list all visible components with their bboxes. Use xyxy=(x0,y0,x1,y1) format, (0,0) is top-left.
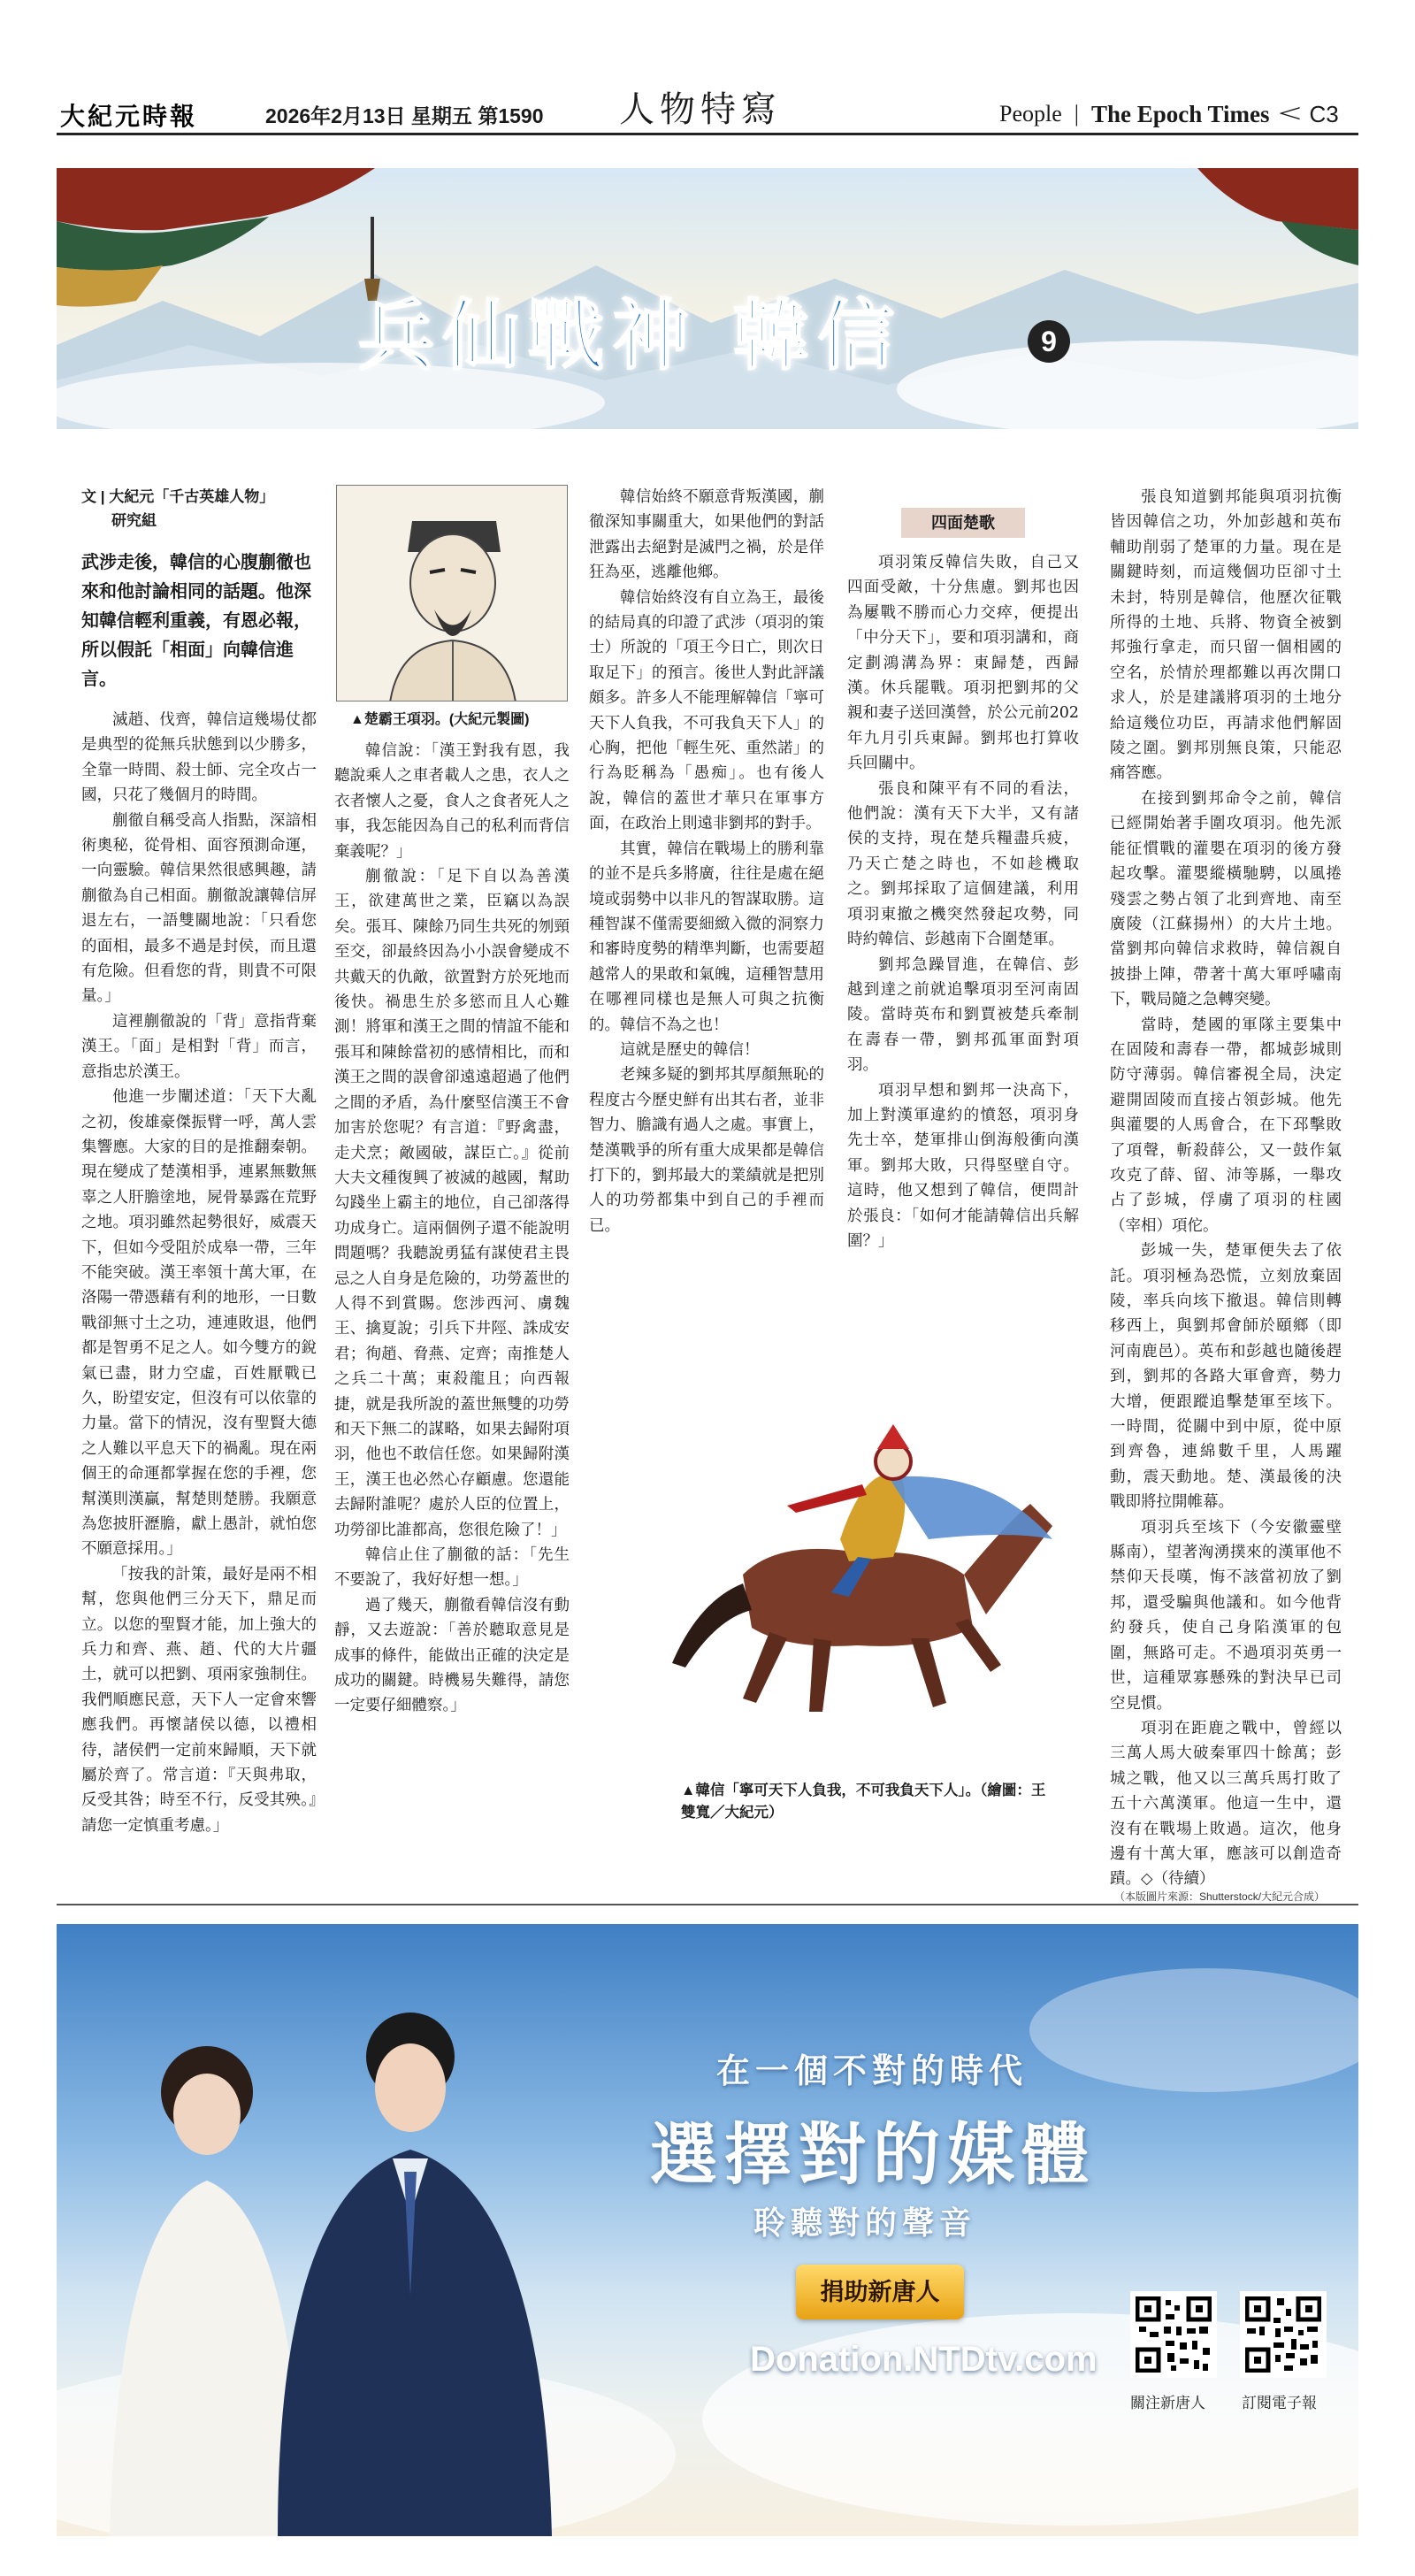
image-credit: （本版圖片來源：Shutterstock/大紀元合成） xyxy=(1114,1890,1326,1903)
qr-label-subscribe: 訂閱電子報 xyxy=(1242,2395,1317,2411)
figure-caption: ▲楚霸王項羽。(大紀元製圖) xyxy=(350,712,530,727)
paragraph: 這就是歷史的韓信！ xyxy=(620,1040,760,1059)
column-4 xyxy=(847,485,1079,1254)
paper-name: The Epoch Times xyxy=(1090,100,1270,127)
byline xyxy=(81,485,290,533)
header-separator: | xyxy=(1074,101,1079,126)
donation-url[interactable]: Donation.NTDtv.com xyxy=(750,2340,1098,2379)
paragraph: 劉邦急躁冒進，在韓信、彭越到達之前就追擊項羽至河南固陵。當時英布和劉賈被楚兵牽制在壽春一帶，劉邦孤軍面對項羽。 xyxy=(847,955,1079,1075)
section-english: People xyxy=(999,101,1062,126)
paragraph: 彭城一失，楚軍便失去了依託。項羽極為恐慌，立刻放棄固陵，率兵向垓下撤退。韓信則轉移西上，與劉邦會師於頤鄉（即河南鹿邑）。英布和彭越也隨後趕到，劉邦的各路大軍會齊，勢力大增，便跟蹤追擊楚軍至垓下。一時間，從關中到中原，從中原到齊魯，連綿數千里，人馬躍動，震天動地。楚、漢最後的決戰即將拉開帷幕。 xyxy=(1110,1242,1342,1512)
column-2 xyxy=(334,739,570,1719)
ad-tagline-2: 聆聽對的聲音 xyxy=(753,2204,977,2242)
donate-button[interactable]: 捐助新唐人 xyxy=(796,2265,964,2319)
paragraph: 韓信說：「漢王對我有恩，我聽說乘人之車者載人之患，衣人之衣者懷人之憂，食人之食者死人之事，我怎能因為自己的私利而背信棄義呢？」 xyxy=(334,742,570,861)
paragraph: 老辣多疑的劉邦其厚顏無恥的程度古今歷史鮮有出其右者，並非智力、膽識有過人之處。事實上，楚漢戰爭的所有重大成果都是韓信打下的，劉邦最大的業績就是把別人的功勞都集中到自己的手裡而已。 xyxy=(589,1066,824,1235)
masthead: 大紀元時報 xyxy=(60,102,198,131)
ad-tagline-1: 在一個不對的時代 xyxy=(716,2051,1029,2090)
subheading: 四面楚歌 xyxy=(901,508,1025,538)
section-title: 人物特寫 xyxy=(619,89,782,130)
paragraph: 他進一步闡述道：「天下大亂之初，俊雄豪傑振臂一呼，萬人雲集響應。大家的目的是推翻秦朝。現在變成了楚漢相爭，連累無數無辜之人肝膽塗地，屍骨暴露在荒野之地。項羽雖然起勢很好，威震天下，但如今受阻於成皋一帶，三年不能突破。漢王率領十萬大軍，在洛陽一帶憑藉有利的地形，一日數戰卻無寸土之功，連連敗退，他們都是智勇不足之人。如今雙方的銳氣已盡，財力空虛，百姓厭戰已久，盼望安定，但沒有可以依靠的力量。當下的情況，沒有聖賢大德之人難以平息天下的禍亂。現在兩個王的命運都掌握在您的手裡，您幫漢則漢贏，幫楚則楚勝。我願意為您披肝瀝膽，獻上愚計，就怕您不願意採用。」 xyxy=(81,1088,317,1559)
paragraph: 蒯徹自稱受高人指點，深諳相術奧秘，從骨相、面容預測命運，一向靈驗。韓信果然很感興趣，請蒯徹為自己相面。蒯徹說讓韓信屏退左右，一語雙關地說：「只看您的面相，最多不過是封侯，而且還有危險。但看您的背，則貴不可限量。」 xyxy=(81,811,317,1006)
paragraph: 韓信始終不願意背叛漢國，蒯徹深知事關重大，如果他們的對話泄露出去絕對是滅門之禍，於是佯狂為巫，逃離他鄉。 xyxy=(589,488,824,582)
chevron-left-icon: < xyxy=(1277,99,1302,128)
ntd-donation-ad[interactable] xyxy=(57,1924,1358,2536)
paragraph: 韓信止住了蒯徹的話：「先生不要說了，我好好想一想。」 xyxy=(334,1546,570,1590)
header-right xyxy=(999,99,1339,129)
column-1 xyxy=(81,708,317,1838)
ad-separator xyxy=(57,1904,1358,1905)
paragraph: 項羽兵至垓下（今安徽靈壁縣南），望著洶湧撲來的漢軍他不禁仰天長嘆，悔不該當初放了劉邦，還受騙與他議和。如今他背約發兵，使自己身陷漢軍的包圍，無路可走。不過項羽英勇一世，這種眾寡懸殊的對決早已司空見慣。 xyxy=(1110,1518,1342,1713)
paragraph: 韓信始終沒有自立為王，最後的結局真的印證了武涉（項羽的策士）所說的「項王今日亡，則次日取足下」的預言。後世人對此評議頗多。許多人不能理解韓信「寧可天下人負我，不可我負天下人」的心胸，把他「輕生死、重然諾」的行為貶稱為「愚痴」。也有後人說，韓信的蓋世才華只在軍事方面，在政治上則遠非劉邦的對手。 xyxy=(589,588,824,833)
paragraph: 「按我的計策，最好是兩不相幫，您與他們三分天下，鼎足而立。以您的聖賢才能，加上強大的兵力和齊、燕、趙、代的大片疆土，就可以把劉、項兩家強制住。我們順應民意，天下人一定會來響應我們。再懷諸侯以德，以禮相待，諸侯們一定前來歸順，天下就屬於齊了。常言道：『天與弗取，反受其咎；時至不行，反受其殃。』請您一定慎重考慮。」 xyxy=(81,1565,317,1835)
paragraph: 這裡蒯徹說的「背」意指背棄漢王。「面」是相對「背」而言，意指忠於漢王。 xyxy=(81,1012,317,1081)
article-title: 兵仙戰神 韓信 xyxy=(358,291,903,380)
paragraph: 項羽在距鹿之戰中，曾經以三萬人馬大破秦軍四十餘萬；彭城之戰，他又以三萬兵馬打敗了五十六萬漢軍。他這一生中，還沒有在戰場上敗過。這次，他身邊有十萬大軍，應該可以創造奇蹟。◇（待續） xyxy=(1110,1719,1342,1889)
paragraph: 其實，韓信在戰場上的勝利靠的並不是兵多將廣，往往是處在絕境或弱勢中以非凡的智謀取勝。這種智謀不僅需要細緻入微的洞察力和審時度勢的精準判斷，也需要超越常人的果敢和氣魄，這種智慧用在哪裡同樣也是無人可與之抗衡的。韓信不為之也！ xyxy=(589,840,824,1034)
qr-label-follow: 關注新唐人 xyxy=(1130,2395,1205,2411)
qr-code-icon xyxy=(1245,2296,1321,2373)
paragraph: 張良和陳平有不同的看法，他們說：漢有天下大半，又有諸侯的支持，現在楚兵糧盡兵疲，乃天亡楚之時也，不如趁機取之。劉邦採取了這個建議，利用項羽東撤之機突然發起攻勢，同時約韓信、彭越南下合圍楚軍。 xyxy=(847,779,1079,949)
paragraph: 當時，楚國的軍隊主要集中在固陵和壽春一帶，都城彭城則防守薄弱。韓信審視全局，決定避開固陵而直接占領彭城。他先與灌嬰的人馬會合，在下邳擊敗了項聲，斬殺薛公，又一鼓作氣攻克了薛、留、沛等縣，一舉攻占了彭城，俘虜了項羽的柱國（宰相）項佗。 xyxy=(1110,1016,1342,1235)
paragraph: 過了幾天，蒯徹看韓信沒有動靜，又去遊說：「善於聽取意見是成事的條件，能做出正確的決定是成功的關鍵。時機易失難得，請您一定要仔細體察。」 xyxy=(334,1596,570,1715)
paragraph: 在接到劉邦命令之前，韓信已經開始著手圍攻項羽。他先派能征慣戰的灌嬰在項羽的後方發起攻擊。灌嬰縱橫馳騁，以風捲殘雲之勢占領了北到齊地、南至廣陵（江蘇揚州）的大片土地。當劉邦向韓信求救時，韓信親自披掛上陣，帶著十萬大軍呼嘯南下，戰局隨之急轉突變。 xyxy=(1110,789,1342,1009)
xiang-yu-portrait xyxy=(336,485,568,702)
paragraph: 滅趙、伐齊，韓信這幾場仗都是典型的從無兵狀態到以少勝多，全靠一時間、殺士師、完全攻占一國，只花了幾個月的時間。 xyxy=(81,711,317,805)
ad-headline: 選擇對的媒體 xyxy=(650,2115,1096,2194)
han-xin-horse-illustration xyxy=(637,1407,1079,1774)
episode-number: 9 xyxy=(1028,320,1070,363)
qr-code-icon xyxy=(1136,2296,1212,2373)
figure-caption: ▲韓信「寧可天下人負我，不可我負天下人」。（繪圖：王雙寬／大紀元） xyxy=(681,1782,1046,1821)
paragraph: 張良知道劉邦能與項羽抗衡皆因韓信之功，外加彭越和英布輔助削弱了楚軍的力量。現在是關鍵時刻，而這幾個功臣卻寸土未封，特別是韓信，他歷次征戰所得的土地、兵將、物資全被劉邦強行拿走，而只留一個相國的空名，於情於理都難以再次開口求人，於是建議將項羽的土地分給這幾位功臣，再請求他們解固陵之圍。劉邦別無良策，只能忍痛答應。 xyxy=(1110,488,1342,783)
byline-line: 文 | 大紀元「千古英雄人物」 xyxy=(81,488,275,505)
dateline: 2026年2月13日 星期五 第1590 xyxy=(265,104,544,127)
paragraph: 項羽早想和劉邦一決高下，加上對漢軍違約的憤怒，項羽身先士卒，楚軍排山倒海般衝向漢軍。劉邦大敗，只得堅壁自守。這時，他又想到了韓信，便問計於張良：「如何才能請韓信出兵解圍？」 xyxy=(847,1081,1079,1250)
column-5 xyxy=(1110,485,1342,1892)
header-rule xyxy=(57,133,1358,135)
byline-line: 研究組 xyxy=(111,512,157,529)
qr-code-subscribe[interactable] xyxy=(1240,2291,1327,2378)
page-number: C3 xyxy=(1309,100,1339,127)
ad-background xyxy=(57,1924,1358,2536)
paragraph: 項羽策反韓信失敗，自己又四面受敵，十分焦慮。劉邦也因為屢戰不勝而心力交瘁，便提出「中分天下」，要和項羽講和，商定劃鴻溝為界：東歸楚，西歸漢。休兵罷戰。項羽把劉邦的父親和妻子送回漢營，於公元前202年九月引兵東歸。劉邦也打算收兵回關中。 xyxy=(847,554,1079,773)
qr-code-follow[interactable] xyxy=(1130,2291,1217,2378)
column-3 xyxy=(589,485,824,1238)
paragraph: 蒯徹說：「足下自以為善漢王，欲建萬世之業，臣竊以為誤矣。張耳、陳餘乃同生共死的刎頸至交，卻最終因為小小誤會變成不共戴天的仇敵，欲置對方於死地而後快。禍患生於多慾而且人心難測！將軍和漢王之間的情誼不能和張耳和陳餘當初的感情相比，而和漢王之間的誤會卻遠遠超過了他們之間的矛盾，為什麼堅信漢王不會加害於您呢？有言道：『野禽盡，走犬烹；敵國破，謀臣亡。』從前大夫文種復興了被滅的越國，幫助勾踐坐上霸主的地位，自己卻落得功成身亡。這兩個例子還不能說明問題嗎？我聽說勇猛有謀使君主畏忌之人自身是危險的，功勞蓋世的人得不到賞賜。您涉西河、虜魏王、擒夏說；引兵下井陘、誅成安君；徇趙、脅燕、定齊；南推楚人之兵二十萬；東殺龍且；向西報捷，就是我所說的蓋世無雙的功勞和天下無二的謀略，如果去歸附項羽，他也不敢信任您。如果歸附漢王，漢王也必然心存顧慮。您還能去歸附誰呢？處於人臣的位置上，功勞卻比誰都高，您很危險了！」 xyxy=(334,868,570,1539)
lede: 武涉走後，韓信的心腹蒯徹也來和他討論相同的話題。他深知韓信輕利重義，有恩必報，所以假託「相面」向韓信進言。 xyxy=(81,553,311,689)
